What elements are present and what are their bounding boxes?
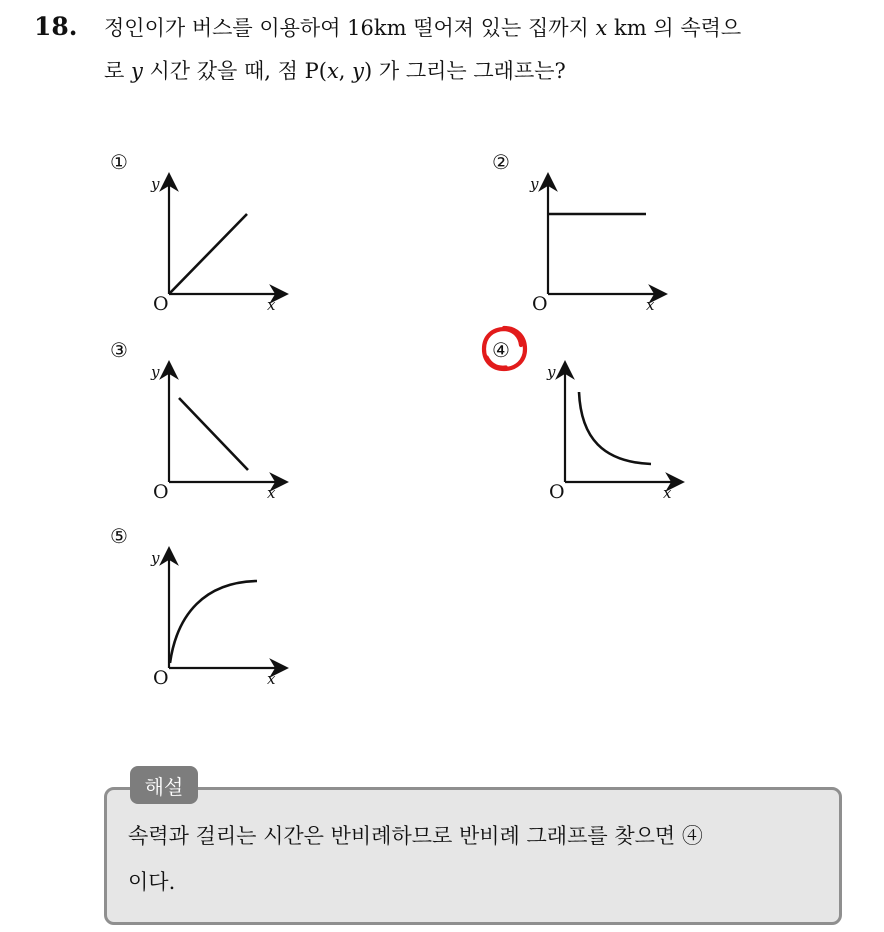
y-axis-label: y (151, 549, 160, 567)
graph-curve (170, 581, 257, 663)
question-text-line-1: 정인이가 버스를 이용하여 16km 떨어져 있는 집까지 x km 의 속력으 (104, 16, 742, 40)
x-axis-label: x (267, 484, 276, 502)
x-axis-label: x (646, 296, 655, 314)
choice-4-graph (541, 358, 691, 508)
x-axis-label: x (267, 670, 276, 688)
answer-mark-circle (478, 323, 530, 375)
question-text-line-2: 로 y 시간 갔을 때, 점 P(x, y) 가 그리는 그래프는? (104, 59, 566, 83)
origin-label: O (549, 481, 565, 503)
y-axis-label: y (151, 175, 160, 193)
y-axis-label: y (151, 363, 160, 381)
choice-1-graph (145, 170, 295, 320)
explanation-box (104, 787, 842, 925)
explanation-tag: 해설 (130, 766, 198, 804)
graph-curve (169, 214, 247, 294)
origin-label: O (532, 293, 548, 315)
choice-2-number[interactable]: ② (492, 150, 510, 174)
choice-3-graph (145, 358, 295, 508)
y-axis-label: y (530, 175, 539, 193)
choice-4-number[interactable]: ④ (492, 338, 510, 362)
choice-3-number[interactable]: ③ (110, 338, 128, 362)
explanation-text-line-1: 속력과 걸리는 시간은 반비례하므로 반비례 그래프를 찾으면 ④ (128, 824, 703, 848)
y-axis-label: y (547, 363, 556, 381)
graph-curve (579, 392, 651, 464)
choice-5-graph (145, 544, 295, 694)
x-axis-label: x (267, 296, 276, 314)
origin-label: O (153, 293, 169, 315)
origin-label: O (153, 481, 169, 503)
choice-2-graph (524, 170, 674, 320)
graph-curve (179, 398, 248, 470)
origin-label: O (153, 667, 169, 689)
question-number: 18. (34, 12, 78, 41)
choice-5-number[interactable]: ⑤ (110, 524, 128, 548)
choice-1-number[interactable]: ① (110, 150, 128, 174)
x-axis-label: x (663, 484, 672, 502)
explanation-text-line-2: 이다. (128, 870, 176, 894)
